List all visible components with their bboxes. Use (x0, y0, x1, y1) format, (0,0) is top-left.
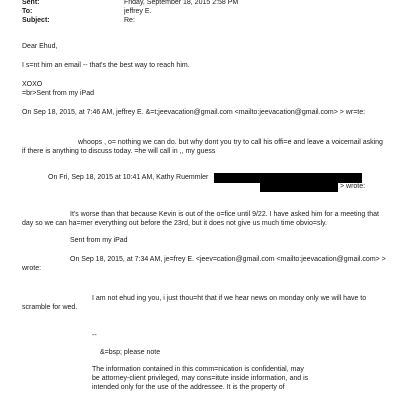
subject-label: Subject: (22, 17, 50, 24)
please-note: &=bsp; please note (100, 349, 161, 356)
quote-header-1: On Sep 18, 2015, at 7:46 AM, jeffrey E. &=t;jeevacation@gmail.com <mailto:jeevacation@gmail.com> > wr=te: (22, 109, 366, 116)
quote-header-3: On Sep 18, 2015, at 7:34 AM, je=frey E. <jeev=cation@gmail.com <mailto:jeevacation@gmail.com> > (70, 256, 386, 263)
quote-header-2: On Fri, Sep 18, 2015 at 10:41 AM, Kathy Ruemmler (48, 174, 209, 181)
quote-header-2-wrote: > wrote: (340, 183, 366, 190)
to-value: jeffrey E. (124, 8, 152, 15)
sent-from-ipad-2: Sent from my iPad (70, 237, 128, 244)
greeting: Dear Ehud, (22, 43, 58, 50)
redaction-bar (260, 183, 338, 192)
sent-from-ipad: =br>Sent from my iPad (22, 90, 94, 97)
redaction-bar (214, 173, 362, 183)
to-label: To: (22, 8, 33, 15)
subject-value: Re: (124, 17, 135, 24)
sent-label: Sent: (22, 0, 40, 6)
reply-3: I am not ehud ing you, i just thou=ht that if we hear news on monday only we will have to scramble for wed. (22, 295, 367, 311)
signature-dashes: -- (92, 332, 97, 339)
reply-1: whoops , o= nothing we can do. but why dont you try to call his offi=e and leave a voicemail asking if there is anything to discuss today. =he will call in ,, my guess (22, 139, 383, 155)
confidentiality-disclaimer: The information contained in this comm=nication is confidential, may be attorney-client privileged, may cons=itute inside information, and is intended only for the use of the addressee. It is the property of (92, 366, 309, 391)
body-line-1: I s=nt him an email -- that's the best way to reach him. (22, 62, 190, 69)
quote-header-3-wrote: wrote: (22, 265, 42, 272)
signoff: XOXO (22, 81, 43, 88)
sent-value: Friday, September 18, 2015 2:58 PM (124, 0, 239, 6)
reply-2: It's worse than that because Kevin is out of the o=fice until 9/22. I have asked him for a meeting that day so we can ha=mer everything out before the 23rd, but it does not give us much time obvio=sly. (22, 211, 379, 227)
